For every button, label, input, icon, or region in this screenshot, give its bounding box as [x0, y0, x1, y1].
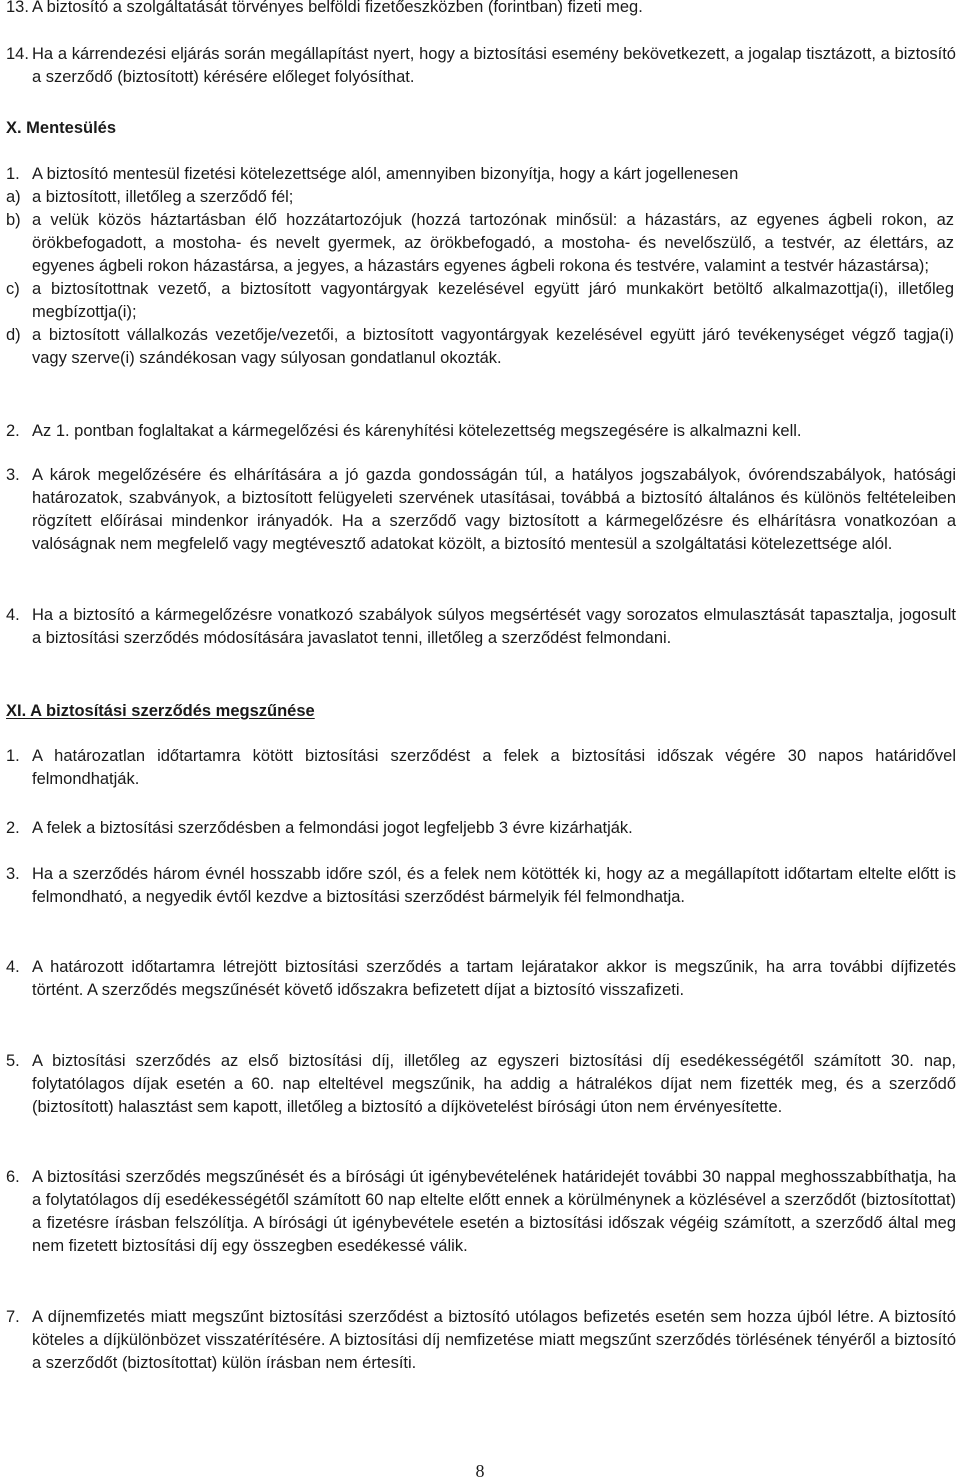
section-xi-paragraph-4: [6, 956, 956, 1002]
list-item-label: d): [6, 326, 21, 344]
paragraph-text: A biztosító a szolgáltatását törvényes belföldi fizetőeszközben (forintban) fizeti meg.: [32, 0, 643, 16]
section-x-paragraph-3: [6, 464, 956, 556]
paragraph-number: 14.: [6, 45, 29, 63]
paragraph-text: A biztosítási szerződés megszűnését és a bírósági út igénybevételének határidejét további 30 nappal meghosszabbíthatja, ha a folytatólagos díj esedékességétől számított 60 nap eltelte előtt ennek a körülménynek a közlésével a szerződőt (biztosítottat) a fizetésre írásban felszólítja. A bírósági út igénybevétele esetén a biztosítási időszak végéig számított, a szerződő által meg nem fizetett biztosítási díj egy összegben esedékessé válik.: [32, 1168, 956, 1255]
heading-text: XI. A biztosítási szerződés megszűnése: [6, 702, 315, 720]
section-xi-paragraph-7: [6, 1306, 956, 1375]
paragraph-text: A biztosítási szerződés az első biztosítási díj, illetőleg az egyszeri biztosítási díj esedékességétől számított 30. nap, folytatólagos díjak esetén a 60. nap elteltével megszűnik, ha addig a hátralékos díjat nem fizették meg, és a szerződő (biztosított) halasztást sem kapott, illetőleg a biztosító a díjkövetelést bírósági úton nem érvényesítette.: [32, 1052, 956, 1116]
paragraph-text: A károk megelőzésére és elhárítására a jó gazda gondosságán túl, a hatályos jogszabályok, óvórendszabályok, hatósági határozatok, szabványok, a biztosított felügyeleti szervének utasításai, továbbá a biztosító általános és különös feltételeiben rögzített előírásai mindenkor irányadók. Ha a szerződő vagy biztosított a kármegelőzésre és elhárításra vonatkozóan a valóságnak nem megfelelő vagy megtévesztő adatokat közölt, a biztosító mentesül a szolgáltatási kötelezettsége alól.: [32, 466, 956, 553]
paragraph-number: 4.: [6, 958, 20, 976]
section-heading-x: X. Mentesülés: [6, 119, 117, 137]
section-x-paragraph-2: [6, 420, 956, 443]
paragraph-number: 1.: [6, 165, 20, 183]
list-item-text: a velük közös háztartásban élő hozzátartozójuk (hozzá tartozónak minősül: a házastárs, az egyenes ágbeli rokon, az örökbefogadott, a mostoha- és nevelt gyermek, az örökbefogadó, a mostoha- és nevelőszülő, a testvér, az élettárs, az egyenes ágbeli rokon házastársa, a jegyes, a házastárs egyenes ágbeli rokona és testvére, valamint a testvér házastársa);: [32, 211, 954, 275]
list-item-d: [6, 324, 954, 370]
paragraph-text: Ha a szerződés három évnél hosszabb időre szól, és a felek nem kötötték ki, hogy az a megállapított időtartam eltelte előtt is felmondható, a negyedik évtől kezdve a biztosítási szerződést bármelyik fél felmondhatja.: [32, 865, 956, 906]
paragraph-number: 2.: [6, 422, 20, 440]
paragraph-number: 7.: [6, 1308, 20, 1326]
paragraph-number: 1.: [6, 747, 20, 765]
section-x-paragraph-4: [6, 604, 956, 650]
section-x-paragraph-1: [6, 163, 956, 186]
list-item-a: [6, 186, 954, 209]
paragraph-text: Az 1. pontban foglaltakat a kármegelőzési és kárenyhítési kötelezettség megszegésére is alkalmazni kell.: [32, 422, 802, 440]
paragraph-text: Ha a kárrendezési eljárás során megállapítást nyert, hogy a biztosítási esemény bekövetkezett, a jogalap tisztázott, a biztosító a szerződő (biztosított) kérésére előleget folyósíthat.: [32, 45, 956, 86]
section-xi-paragraph-3: [6, 863, 956, 909]
list-item-c: [6, 278, 954, 324]
paragraph-intro: A biztosító mentesül fizetési kötelezettsége alól, amennyiben bizonyítja, hogy a kárt jogellenesen: [32, 165, 739, 183]
paragraph-number: 3.: [6, 865, 20, 883]
paragraph-number: 3.: [6, 466, 20, 484]
list-item-text: a biztosított, illetőleg a szerződő fél;: [32, 188, 294, 206]
paragraph-number: 5.: [6, 1052, 20, 1070]
paragraph-number: 13.: [6, 0, 29, 16]
section-xi-paragraph-1: [6, 745, 956, 791]
list-item-text: a biztosított vállalkozás vezetője/vezetői, a biztosított vagyontárgyak kezelésével együtt járó tevékenységet végző tagja(i) vagy szerve(i) szándékosan vagy súlyosan gondatlanul okozták.: [32, 326, 954, 367]
list-item-label: a): [6, 188, 21, 206]
section-heading-xi: [6, 700, 315, 723]
paragraph-number: 4.: [6, 606, 20, 624]
paragraph-text: A határozatlan időtartamra kötött biztosítási szerződést a felek a biztosítási időszak végére 30 napos határidővel felmondhatják.: [32, 747, 956, 788]
paragraph-13: [6, 0, 956, 19]
section-xi-paragraph-5: [6, 1050, 956, 1119]
list-item-label: b): [6, 211, 21, 229]
paragraph-text: Ha a biztosító a kármegelőzésre vonatkozó szabályok súlyos megsértését vagy sorozatos elmulasztását tapasztalja, jogosult a biztosítási szerződés módosítására javaslatot tenni, illetőleg a szerződést felmondani.: [32, 606, 956, 647]
page-number: 8: [475, 1461, 485, 1481]
list-item-label: c): [6, 280, 20, 298]
paragraph-number: 6.: [6, 1168, 20, 1186]
paragraph-text: A felek a biztosítási szerződésben a felmondási jogot legfeljebb 3 évre kizárhatják.: [32, 819, 633, 837]
section-xi-paragraph-6: [6, 1166, 956, 1258]
paragraph-text: A díjnemfizetés miatt megszűnt biztosítási szerződést a biztosító utólagos befizetés esetén sem hozza újból létre. A biztosító köteles a díjkülönbözet visszatérítésére. A biztosítási díj nemfizetése miatt megszűnt szerződés törlésének tényéről a biztosító a szerződőt (biztosítottat) külön írásban nem értesíti.: [32, 1308, 956, 1372]
paragraph-14: [6, 43, 956, 89]
section-x-paragraph-1-list: [6, 186, 954, 370]
section-xi-paragraph-2: [6, 817, 956, 840]
list-item-text: a biztosítottnak vezető, a biztosított vagyontárgyak kezelésével együtt járó munkakört betöltő alkalmazottja(i), illetőleg megbízottja(i);: [32, 280, 954, 321]
paragraph-number: 2.: [6, 819, 20, 837]
list-item-b: [6, 209, 954, 278]
paragraph-text: A határozott időtartamra létrejött biztosítási szerződés a tartam lejáratakor akkor is megszűnik, ha arra további díjfizetés történt. A szerződés megszűnését követő időszakra befizetett díjat a biztosító visszafizeti.: [32, 958, 956, 999]
